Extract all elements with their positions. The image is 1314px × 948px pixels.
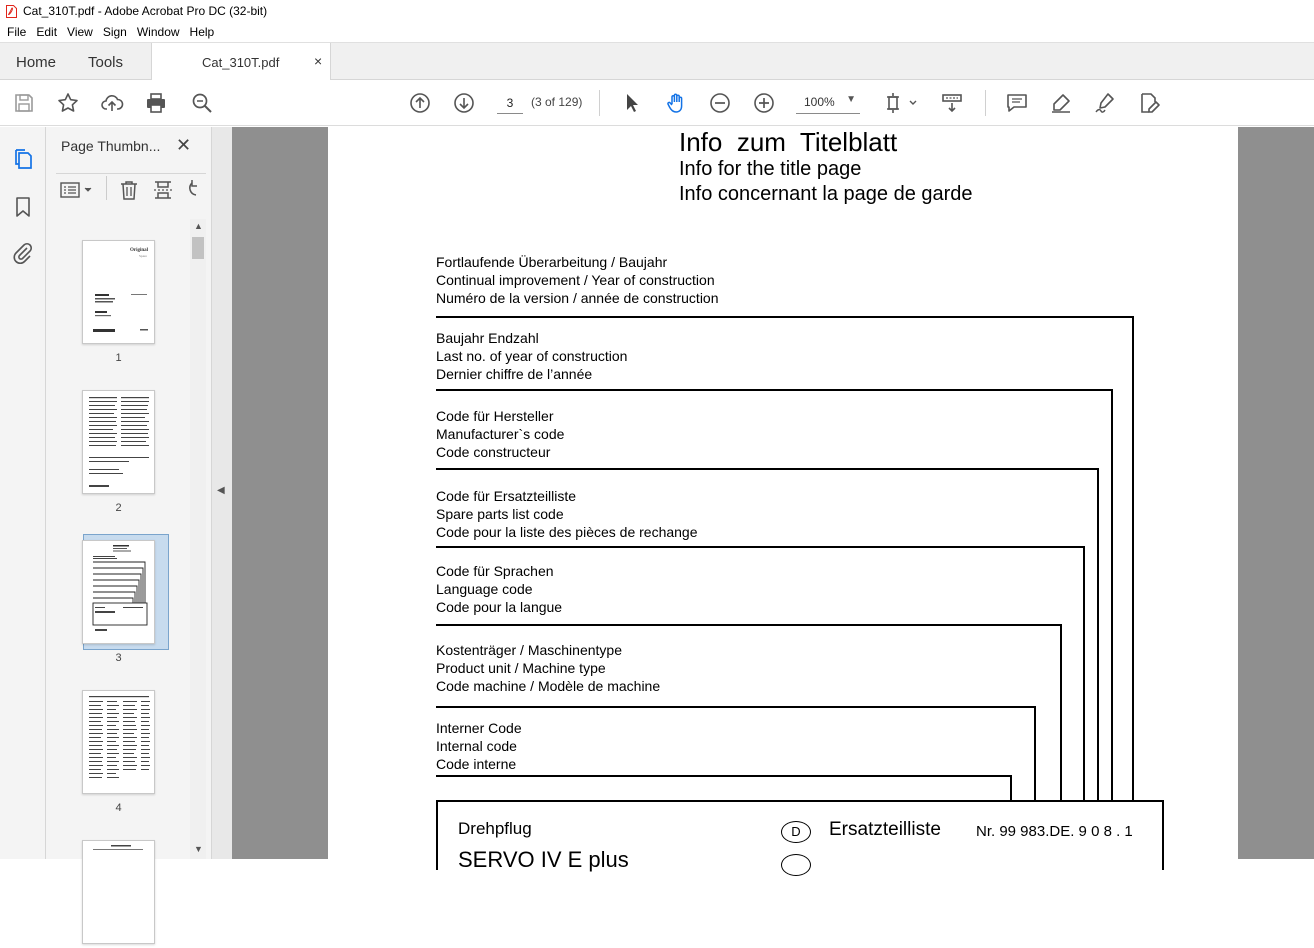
- next-page-icon[interactable]: [452, 91, 476, 115]
- svg-text:Spare: Spare: [139, 254, 147, 258]
- document-type: Ersatzteilliste: [829, 819, 941, 840]
- thumbnails-panel-title: Page Thumbn...: [61, 138, 161, 154]
- tab-bar: [0, 42, 1314, 80]
- main-toolbar: [0, 80, 1314, 126]
- prev-page-icon[interactable]: [408, 91, 432, 115]
- language-circle-2: [781, 854, 811, 876]
- hand-icon[interactable]: [664, 91, 688, 115]
- scroll-down-icon[interactable]: ▼: [194, 844, 203, 854]
- block-line-en: Product unit / Machine type: [436, 660, 606, 676]
- zoom-value: 100%: [804, 95, 835, 109]
- thumbnail-image: [82, 390, 155, 494]
- menu-edit[interactable]: Edit: [36, 25, 58, 39]
- info-block-language: [436, 562, 562, 616]
- thumbnail-image: [82, 240, 155, 344]
- toolbar-divider: [106, 176, 107, 200]
- leader-line: [1097, 468, 1099, 802]
- menu-bar: [0, 22, 1314, 42]
- leader-line: [436, 546, 1085, 548]
- leader-line: [436, 389, 1113, 391]
- thumbnail-page-4[interactable]: [82, 690, 162, 814]
- menu-window[interactable]: Window: [136, 25, 180, 39]
- extract-page-icon[interactable]: [152, 179, 174, 204]
- left-navigation-rail: [0, 127, 46, 859]
- leader-line: [1010, 775, 1012, 802]
- info-block-revision: [436, 253, 719, 307]
- save-icon[interactable]: [12, 91, 36, 115]
- thumbnail-page-number: 2: [115, 502, 122, 514]
- page-subtitle-fr: Info concernant la page de garde: [679, 183, 973, 205]
- zoom-in-icon[interactable]: [752, 91, 776, 115]
- block-line-en: Continual improvement / Year of construction: [436, 272, 715, 288]
- thumbnail-page-3[interactable]: [82, 540, 162, 664]
- block-line-en: Manufacturer`s code: [436, 426, 565, 442]
- model-name: SERVO IV E plus: [458, 847, 629, 872]
- tab-close-icon[interactable]: ×: [314, 53, 323, 69]
- page-count: (3 of 129): [531, 95, 583, 109]
- block-line-fr: Code pour la langue: [436, 599, 563, 615]
- product-name: Drehpflug: [458, 819, 532, 838]
- bookmark-icon[interactable]: [11, 195, 35, 219]
- window-title: Cat_310T.pdf - Adobe Acrobat Pro DC (32-bit): [23, 4, 268, 18]
- zoom-select[interactable]: [796, 92, 860, 114]
- info-block-manufacturer: [436, 407, 564, 461]
- page-subtitle-en: Info for the title page: [679, 158, 862, 180]
- close-panel-icon[interactable]: ✕: [176, 135, 192, 155]
- block-line-de: Kostenträger / Maschinentype: [436, 642, 622, 658]
- title-page-sample-box: [436, 800, 1164, 870]
- leader-line: [436, 468, 1099, 470]
- info-block-internal-code: [436, 719, 522, 773]
- thumbnails-toolbar: [56, 173, 206, 209]
- tab-document[interactable]: [151, 43, 331, 81]
- block-line-en: Language code: [436, 581, 533, 597]
- zoom-out-icon[interactable]: [708, 91, 732, 115]
- block-line-de: Fortlaufende Überarbeitung / Baujahr: [436, 254, 668, 270]
- block-line-fr: Code machine / Modèle de machine: [436, 678, 661, 694]
- block-line-de: Code für Ersatzteilliste: [436, 488, 577, 504]
- comment-icon[interactable]: [1005, 91, 1029, 115]
- info-block-machine-type: [436, 641, 660, 695]
- leader-line: [1132, 316, 1134, 802]
- block-line-fr: Numéro de la version / année de construction: [436, 290, 719, 306]
- menu-view[interactable]: View: [67, 25, 93, 39]
- document-viewer[interactable]: [232, 127, 1314, 872]
- window-title-bar: [0, 0, 1314, 22]
- toolbar-divider: [599, 90, 600, 116]
- scrollbar-thumb[interactable]: [192, 237, 204, 259]
- page-fit-icon[interactable]: [884, 91, 920, 115]
- leader-line: [436, 624, 1062, 626]
- highlight-icon[interactable]: [1049, 91, 1073, 115]
- acrobat-pdf-icon: [6, 5, 17, 18]
- catalog-number: Nr. 99 983.DE. 9 0 8 . 1: [976, 823, 1133, 840]
- delete-page-icon[interactable]: [118, 179, 140, 204]
- block-line-fr: Code constructeur: [436, 444, 551, 460]
- chevron-left-icon: ◀: [217, 485, 225, 496]
- sign-icon[interactable]: [1093, 91, 1117, 115]
- menu-sign[interactable]: Sign: [102, 25, 127, 39]
- tab-tools[interactable]: Tools: [88, 54, 124, 71]
- page-title: Info zum Titelblatt: [679, 127, 898, 157]
- leader-line: [1111, 389, 1113, 802]
- block-line-en: Internal code: [436, 738, 517, 754]
- page-thumbnails-icon[interactable]: [11, 147, 35, 171]
- leader-line: [1060, 624, 1062, 802]
- block-line-fr: Code interne: [436, 756, 517, 772]
- star-icon[interactable]: [56, 91, 80, 115]
- print-icon[interactable]: [144, 91, 168, 115]
- thumbnail-page-number: 1: [115, 352, 122, 364]
- block-line-fr: Dernier chiffre de l’année: [436, 366, 593, 382]
- thumbnail-image: [82, 540, 155, 644]
- toolbar-divider: [985, 90, 986, 116]
- thumbnail-image: [82, 690, 155, 794]
- block-line-de: Baujahr Endzahl: [436, 330, 539, 346]
- block-line-fr: Code pour la liste des pièces de rechange: [436, 524, 698, 540]
- tab-document-label: Cat_310T.pdf: [202, 55, 280, 70]
- thumbnail-image: [82, 840, 155, 944]
- language-circle-d: D: [781, 821, 811, 843]
- info-block-year-digit: [436, 329, 627, 383]
- svg-text:Original: Original: [130, 248, 149, 253]
- block-line-de: Code für Sprachen: [436, 563, 554, 579]
- info-block-spare-parts: [436, 487, 698, 541]
- scroll-mode-icon[interactable]: [940, 91, 964, 115]
- zoom-search-icon[interactable]: [190, 91, 214, 115]
- current-page-input[interactable]: [497, 92, 523, 114]
- thumbnail-page-2[interactable]: [82, 390, 162, 514]
- block-line-de: Interner Code: [436, 720, 522, 736]
- leader-line: [436, 706, 1036, 708]
- block-line-de: Code für Hersteller: [436, 408, 554, 424]
- scroll-up-icon[interactable]: ▲: [194, 221, 203, 231]
- block-line-en: Spare parts list code: [436, 506, 564, 522]
- menu-help[interactable]: Help: [189, 25, 215, 39]
- leader-line: [436, 316, 1134, 318]
- thumbnail-list: [46, 217, 194, 859]
- menu-file[interactable]: File: [7, 25, 27, 39]
- thumbnail-page-5[interactable]: [82, 840, 162, 944]
- chevron-down-icon: ▼: [846, 94, 856, 105]
- thumbnail-scrollbar[interactable]: [190, 219, 206, 859]
- rotate-page-icon[interactable]: [184, 179, 198, 204]
- leader-line: [436, 775, 1012, 777]
- pdf-page: [328, 127, 1238, 872]
- collapse-panel-handle[interactable]: [212, 127, 232, 859]
- tab-home[interactable]: Home: [16, 54, 57, 71]
- thumbnail-page-1[interactable]: [82, 240, 162, 364]
- select-arrow-icon[interactable]: [620, 91, 644, 115]
- page-thumbnails-panel: [46, 127, 212, 859]
- attachment-icon[interactable]: [11, 241, 35, 265]
- leader-line: [1034, 706, 1036, 802]
- thumbnail-page-number: 3: [115, 652, 122, 664]
- block-line-en: Last no. of year of construction: [436, 348, 628, 364]
- thumbnail-page-number: 4: [115, 802, 122, 814]
- leader-line: [1083, 546, 1085, 802]
- edit-pdf-icon[interactable]: [1137, 91, 1161, 115]
- upload-icon[interactable]: [100, 91, 124, 115]
- thumbnail-options-icon[interactable]: [60, 180, 94, 203]
